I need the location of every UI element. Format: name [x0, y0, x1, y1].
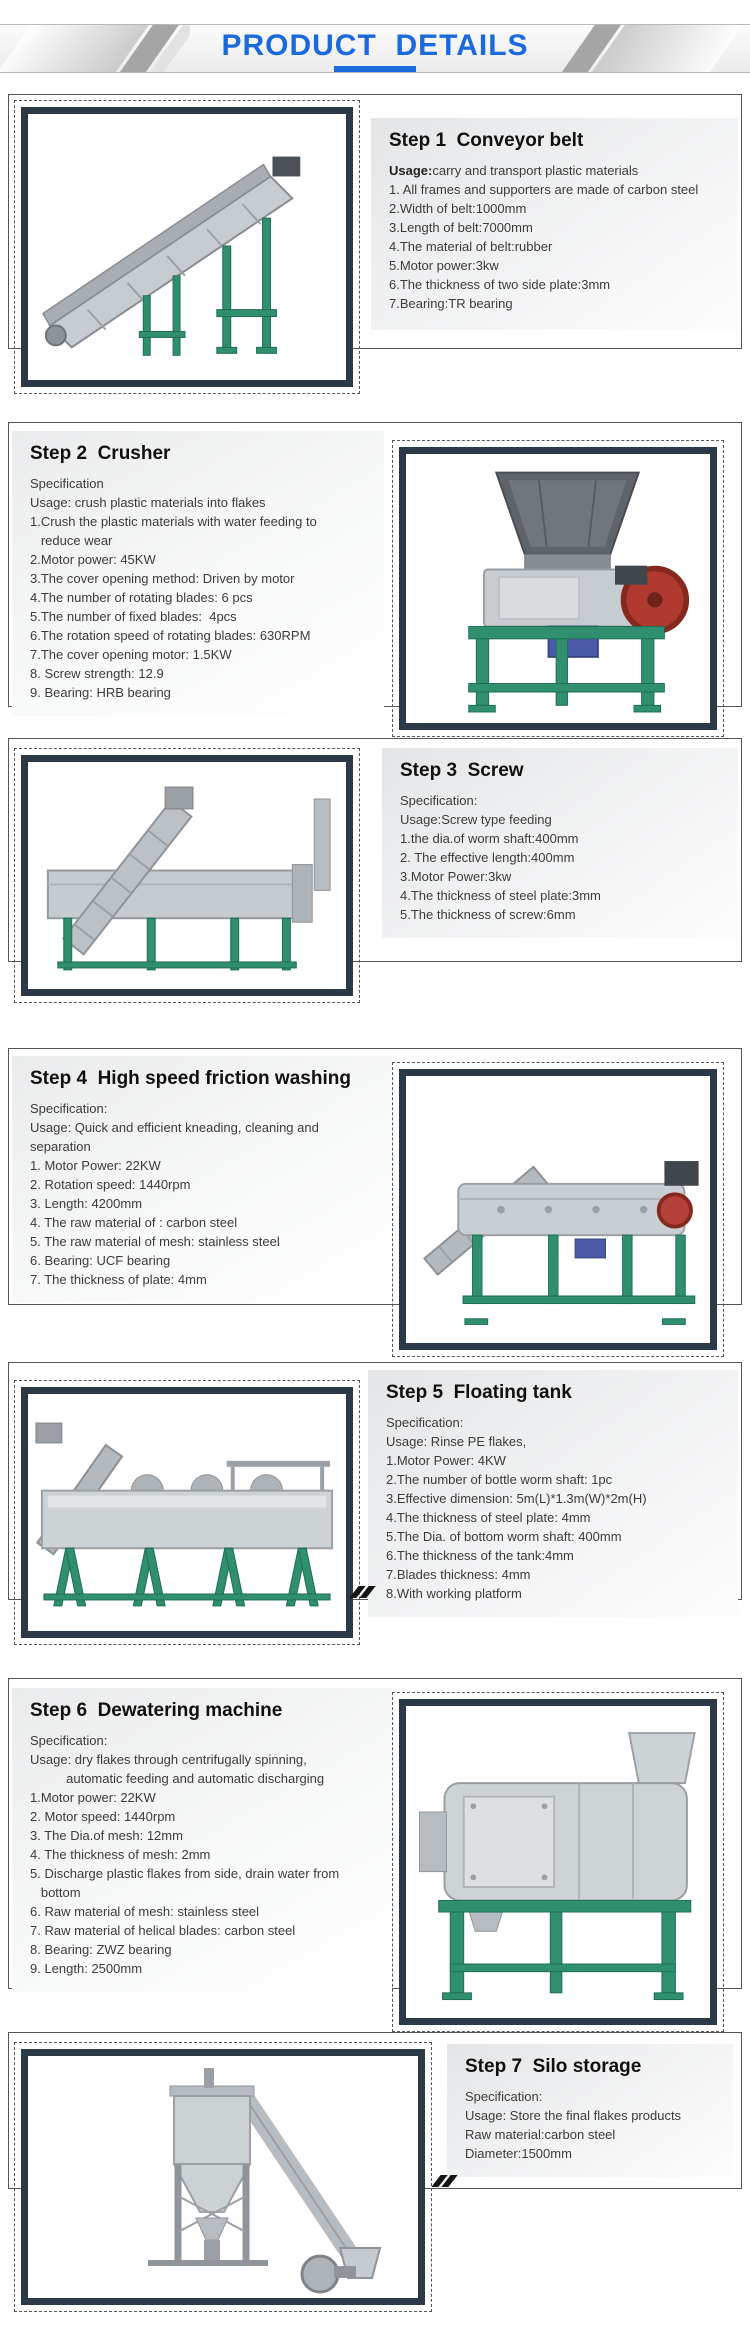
spec-line: Usage: dry flakes through centrifugally spinning,: [30, 1752, 307, 1767]
spec-line: automatic feeding and automatic discharging: [30, 1771, 325, 1786]
border-slash-decoration: [436, 2175, 453, 2187]
step-3-specs: [400, 791, 726, 924]
dewatering-machine-photo: [399, 1699, 717, 2025]
spec-line: 4. The thickness of mesh: 2mm: [30, 1847, 211, 1862]
spec-line: 3.Length of belt:7000mm: [389, 220, 533, 235]
spec-line: 5.The number of fixed blades: 4pcs: [30, 609, 237, 624]
spec-line: 2. The effective length:400mm: [400, 850, 575, 865]
step-4-image: [392, 1062, 724, 1357]
spec-line: Usage:Screw type feeding: [400, 812, 552, 827]
step-5-title: Step 5 Floating tank: [386, 1382, 572, 1403]
spec-line: bottom: [30, 1885, 81, 1900]
conveyor-belt-photo: [21, 107, 353, 387]
spec-line: 2.Motor power: 45KW: [30, 552, 156, 567]
spec-line: Raw material:carbon steel: [465, 2127, 616, 2142]
spec-line: 6.The rotation speed of rotating blades: 630RPM: [30, 628, 311, 643]
spec-line: 6. Bearing: UCF bearing: [30, 1253, 171, 1268]
step-1-section: [0, 88, 750, 400]
spec-line: 1.Motor power: 22KW: [30, 1790, 156, 1805]
spec-line: 3.The cover opening method: Driven by motor: [30, 571, 295, 586]
spec-line: Usage: Store the final flakes products: [465, 2108, 682, 2123]
step-2-specs: [30, 474, 372, 702]
step-7-section: [0, 2028, 750, 2326]
spec-line: 4.The thickness of steel plate:3mm: [400, 888, 601, 903]
step-7-specs: [465, 2087, 721, 2163]
step-7-image: [14, 2042, 432, 2312]
title-underline: [334, 66, 416, 72]
spec-line: 1.Crush the plastic materials with water feeding to: [30, 514, 317, 529]
step-3-panel: [382, 748, 738, 938]
spec-line: 5.Motor power:3kw: [389, 258, 499, 273]
spec-line: 5.The thickness of screw:6mm: [400, 907, 576, 922]
spec-line: Specification:: [30, 1733, 108, 1748]
spec-line: 7. The thickness of plate: 4mm: [30, 1272, 207, 1287]
step-2-section: [0, 415, 750, 760]
spec-line: 5. Discharge plastic flakes from side, drain water from: [30, 1866, 340, 1881]
page-title: PRODUCT DETAILS: [221, 29, 529, 62]
spec-line: 7.Blades thickness: 4mm: [386, 1567, 531, 1582]
spec-line: 1. All frames and supporters are made of carbon steel: [389, 182, 699, 197]
spec-line: 4. The raw material of : carbon steel: [30, 1215, 238, 1230]
step-4-panel: [12, 1056, 392, 1303]
spec-line: 1.the dia.of worm shaft:400mm: [400, 831, 579, 846]
spec-line: reduce wear: [30, 533, 113, 548]
spec-line: 1. Motor Power: 22KW: [30, 1158, 161, 1173]
usage-label: Usage:: [389, 163, 433, 178]
spec-line: Usage: Rinse PE flakes,: [386, 1434, 527, 1449]
spec-line: Diameter:1500mm: [465, 2146, 572, 2161]
step-4-title: Step 4 High speed friction washing: [30, 1068, 351, 1089]
step-3-section: [0, 738, 750, 1042]
spec-line: 6.The thickness of the tank:4mm: [386, 1548, 574, 1563]
crusher-photo: [399, 447, 717, 730]
spec-line: 1.Motor Power: 4KW: [386, 1453, 506, 1468]
spec-line: 7. Raw material of helical blades: carbon steel: [30, 1923, 296, 1938]
border-slash-decoration: [354, 1586, 371, 1598]
usage-line: [389, 161, 726, 180]
step-3-image: [14, 748, 360, 1003]
spec-line: 2.The number of bottle worm shaft: 1pc: [386, 1472, 613, 1487]
spec-line: 3. The Dia.of mesh: 12mm: [30, 1828, 183, 1843]
step-7-title: Step 7 Silo storage: [465, 2056, 642, 2077]
step-5-section: [0, 1362, 750, 1672]
spec-line: 2. Rotation speed: 1440rpm: [30, 1177, 191, 1192]
spec-line: 8. Screw strength: 12.9: [30, 666, 164, 681]
spec-line: 3. Length: 4200mm: [30, 1196, 143, 1211]
step-6-title: Step 6 Dewatering machine: [30, 1700, 283, 1721]
step-4-specs: [30, 1099, 386, 1289]
spec-line: 3.Motor Power:3kw: [400, 869, 512, 884]
step-1-title: Step 1 Conveyor belt: [389, 130, 584, 151]
spec-line: 7.The cover opening motor: 1.5KW: [30, 647, 232, 662]
spec-line: 5. The raw material of mesh: stainless steel: [30, 1234, 280, 1249]
spec-line: Usage: Quick and efficient kneading, cleaning and: [30, 1120, 319, 1135]
spec-line: 6. Raw material of mesh: stainless steel: [30, 1904, 260, 1919]
spec-line: 6.The thickness of two side plate:3mm: [389, 277, 611, 292]
step-6-specs: [30, 1731, 386, 1978]
step-1-specs: [389, 180, 726, 313]
step-5-panel: [368, 1370, 738, 1617]
spec-line: Specification:: [400, 793, 478, 808]
spec-line: 2.Width of belt:1000mm: [389, 201, 527, 216]
spec-line: Usage: crush plastic materials into flakes: [30, 495, 266, 510]
step-2-image: [392, 440, 724, 737]
spec-line: 8.With working platform: [386, 1586, 522, 1601]
usage-text: carry and transport plastic materials: [432, 163, 639, 178]
step-3-title: Step 3 Screw: [400, 760, 524, 781]
spec-line: 4.The material of belt:rubber: [389, 239, 553, 254]
step-6-panel: [12, 1688, 392, 1992]
spec-line: 7.Bearing:TR bearing: [389, 296, 513, 311]
spec-line: 2. Motor speed: 1440rpm: [30, 1809, 176, 1824]
spec-line: 9. Bearing: HRB bearing: [30, 685, 171, 700]
step-2-panel: [12, 431, 384, 716]
step-6-image: [392, 1692, 724, 2032]
spec-line: separation: [30, 1139, 91, 1154]
spec-line: 8. Bearing: ZWZ bearing: [30, 1942, 172, 1957]
storage-silo-photo: [21, 2049, 425, 2305]
screw-feeder-photo: [21, 755, 353, 996]
step-5-image: [14, 1380, 360, 1645]
step-4-section: [0, 1042, 750, 1362]
spec-line: 4.The number of rotating blades: 6 pcs: [30, 590, 253, 605]
step-6-section: [0, 1672, 750, 2044]
friction-washer-photo: [399, 1069, 717, 1350]
spec-line: Specification:: [465, 2089, 543, 2104]
spec-line: 3.Effective dimension: 5m(L)*1.3m(W)*2m(H): [386, 1491, 647, 1506]
spec-line: Specification: [30, 476, 104, 491]
floating-tank-photo: [21, 1387, 353, 1638]
step-1-panel: [371, 118, 738, 330]
step-1-image: [14, 100, 360, 394]
spec-line: 5.The Dia. of bottom worm shaft: 400mm: [386, 1529, 622, 1544]
step-2-title: Step 2 Crusher: [30, 443, 171, 464]
step-5-specs: [386, 1413, 726, 1603]
spec-line: 4.The thickness of steel plate: 4mm: [386, 1510, 591, 1525]
step-7-panel: [447, 2044, 733, 2177]
spec-line: Specification:: [30, 1101, 108, 1116]
spec-line: 9. Length: 2500mm: [30, 1961, 143, 1976]
spec-line: Specification:: [386, 1415, 464, 1430]
